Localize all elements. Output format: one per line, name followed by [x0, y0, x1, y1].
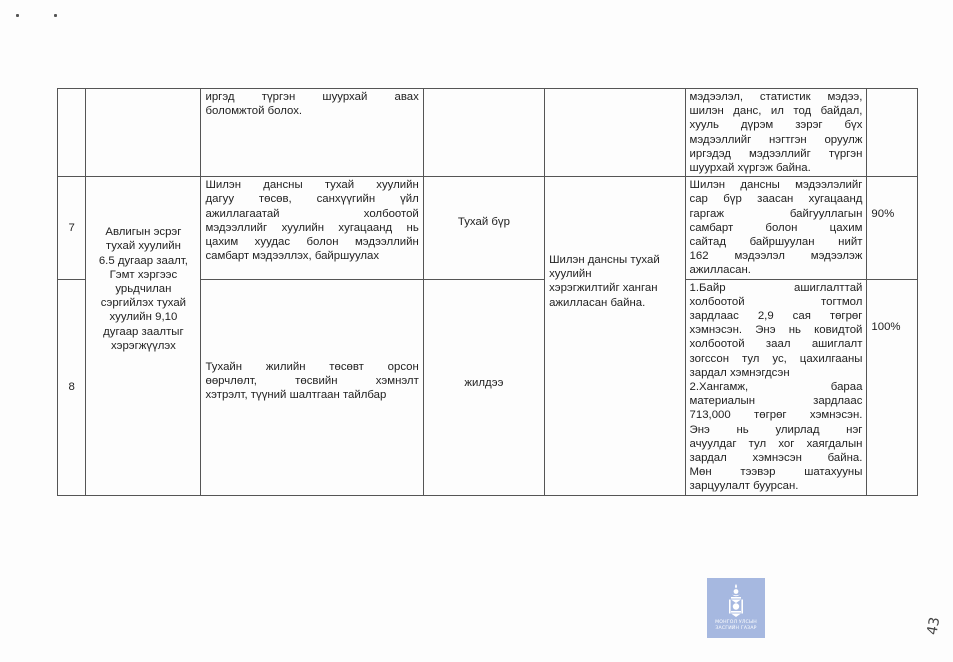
- activity-cell: [685, 279, 867, 495]
- text-line: хэмнэсэн. Энэ нь ковидтой: [689, 324, 863, 337]
- text-line: мэдээллийг хуулийн хугацаанд нь: [205, 221, 419, 234]
- text-line: самбарт мэдээллэх, байршуулах: [205, 250, 380, 263]
- text-line: ажилласан байна.: [549, 296, 646, 309]
- government-seal: [707, 578, 765, 638]
- text-line: Шилэн дансны мэдээлэлийг: [689, 179, 863, 192]
- num-cell: [58, 89, 86, 177]
- result-cell: [545, 177, 685, 495]
- row-number: 7: [58, 177, 86, 279]
- text-line: шилэн данс, ил тод байдал,: [689, 105, 863, 118]
- activity-cell: [685, 89, 867, 177]
- task-cell: [201, 177, 423, 279]
- table-row: [58, 89, 918, 177]
- text-line: Авлигын эсрэг: [105, 226, 182, 239]
- text-line: 713,000 төгрөг хэмнэсэн.: [689, 409, 863, 422]
- activity-cell: [685, 177, 867, 279]
- text-line: хуулийн 9,10: [109, 311, 178, 324]
- text-line: Шилэн дансны тухай: [549, 254, 660, 267]
- text-line: Мөн тээвэр шатахууны: [689, 466, 863, 479]
- page-number: 43: [924, 615, 944, 637]
- frequency-cell: жилдээ: [423, 279, 544, 495]
- text-line: мэдээлэл, статистик мэдээ,: [689, 91, 863, 103]
- text-line: тухай хуулийн: [105, 240, 181, 253]
- seal-line: ЗАСГИЙН ГАЗАР: [715, 626, 757, 631]
- text-line: дугаар заалтыг: [103, 325, 184, 338]
- text-line: сар бүр заасан хугацаанд: [689, 193, 863, 206]
- text-line: ажиллагаатай холбоотой: [205, 207, 419, 220]
- form-cell: [423, 89, 544, 177]
- law-cell: [86, 89, 201, 177]
- text-line: Шилэн дансны тухай хуулийн: [205, 179, 419, 192]
- text-line: өөрчлөлт, төсвийн хэмнэлт: [205, 374, 419, 387]
- scan-mark: [16, 14, 19, 17]
- text-line: зардал хэмнэсэн байна.: [689, 452, 863, 465]
- text-line: Энэ нь улирлад нэг: [689, 423, 863, 436]
- text-line: хуулийн: [549, 268, 592, 281]
- text-line: зардал хэмнэгдсэн: [689, 366, 790, 379]
- text-line: 162 мэдээлэл мэдээлэж: [689, 250, 863, 263]
- text-line: иргэдэд мэдээллийг түргэн: [689, 147, 863, 160]
- text-line: урьдчилан: [115, 283, 172, 296]
- text-line: хэрэгжилтийг ханган: [549, 282, 658, 295]
- text-line: шуурхай хүргэж байна.: [689, 162, 811, 175]
- text-line: мэдээллийг нэгтгэн оруулж: [689, 133, 863, 146]
- percent-cell: [867, 89, 918, 177]
- text-line: материалын зардлаас: [689, 395, 863, 408]
- frequency-cell: Тухай бүр: [423, 177, 544, 279]
- text-line: самбарт болон цахим: [689, 221, 863, 234]
- text-line: холбоотой заал ашиглалт: [689, 338, 863, 351]
- text-line: иргэд түргэн шуурхай авах: [205, 91, 419, 103]
- text-line: гаргаж байгууллагын: [689, 207, 863, 220]
- percent-cell: 90%: [867, 177, 918, 279]
- text-line: ажилласан.: [689, 264, 751, 277]
- text-line: хэтрэлт, түүний шалтгаан тайлбар: [205, 389, 387, 402]
- soyombo-emblem-icon: [726, 584, 746, 618]
- task-cell: [201, 89, 423, 177]
- text-line: ачуулдаг тул хог хаягдалын: [689, 437, 863, 450]
- seal-line: МОНГОЛ УЛСЫН: [715, 620, 757, 625]
- text-line: 2.Хангамж, бараа: [689, 381, 863, 394]
- text-line: 6.5 дугаар заалт,: [98, 254, 188, 267]
- text-line: цахим хуудас болон мэдээллийн: [205, 236, 419, 249]
- text-line: Гэмт хэргээс: [109, 268, 178, 281]
- text-line: сэргийлэх тухай: [100, 297, 187, 310]
- scan-mark: [54, 14, 57, 17]
- text-line: хэрэгжүүлэх: [110, 339, 176, 352]
- report-table: [57, 88, 918, 496]
- seal-caption: [707, 620, 765, 632]
- task-cell: [201, 279, 423, 495]
- text-line: зогссон тул ус, цахилгааны: [689, 352, 863, 365]
- percent-cell: 100%: [867, 279, 918, 495]
- text-line: 1.Байр ашиглалттай: [689, 281, 863, 294]
- text-line: Тухайн жилийн төсөвт орсон: [205, 360, 419, 373]
- text-line: зардлаас 2,9 сая төгрөг: [689, 310, 863, 323]
- law-reference-cell: [86, 177, 201, 495]
- table-row: [58, 177, 918, 279]
- text-line: сайтад байршуулан нийт: [689, 236, 863, 249]
- text-line: боломжтой болох.: [205, 105, 303, 118]
- text-line: хууль дүрэм зэрэг бүх: [689, 119, 863, 132]
- row-number: 8: [58, 279, 86, 495]
- text-line: холбоотой тогтмол: [689, 295, 863, 308]
- text-line: дагуу төсөв, санхүүгийн үйл: [205, 193, 419, 206]
- text-line: зарцуулалт буурсан.: [689, 480, 799, 493]
- result-cell: [545, 89, 685, 177]
